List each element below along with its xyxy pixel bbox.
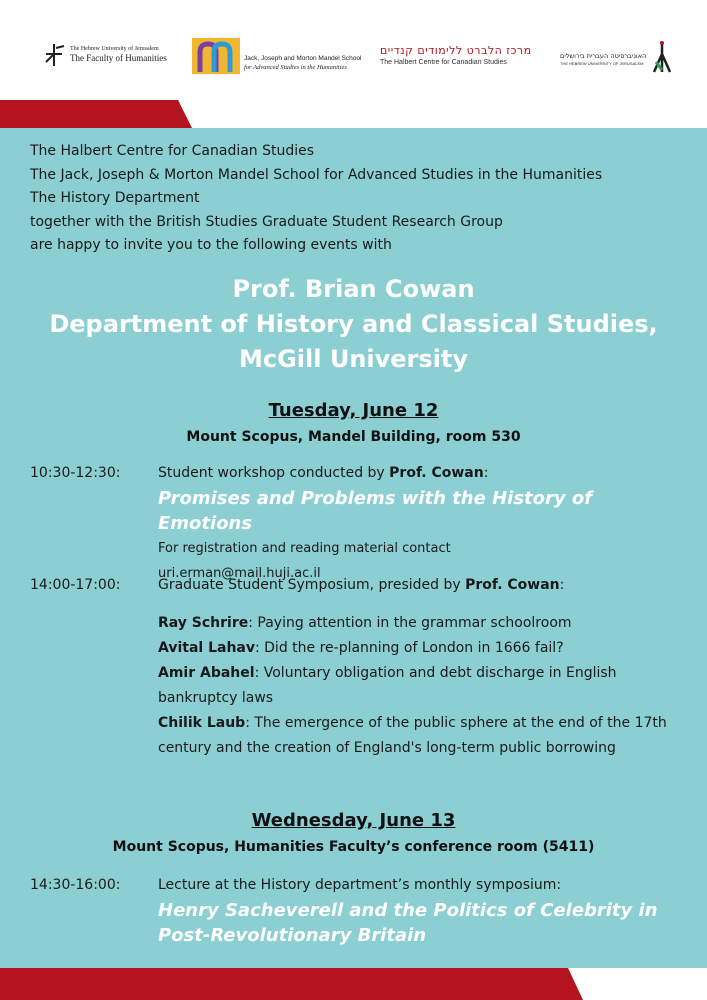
talk-speaker: Chilik Laub [158,715,246,731]
symposium-talk [158,636,688,661]
speaker-university: McGill University [238,345,469,373]
event-presenter: Prof. Cowan [389,465,484,481]
day1-title: Tuesday, June 12 [268,400,439,421]
day1-venue: Mount Scopus, Mandel Building, room 530 [186,429,521,445]
mandel-logo-line1: Jack, Joseph and Morton Mandel School [244,55,362,62]
top-red-band [0,100,707,128]
halbert-logo-hebrew: מרכז הלברט ללימודים קנדיים [380,44,532,57]
symposium-talk-list [158,611,688,761]
huji-menorah-icon [652,40,672,74]
day2-title: Wednesday, June 13 [251,810,456,831]
talk-title: : The emergence of the public sphere at the end of the 17th century and the creation of England's long-term public borrowing [158,715,667,756]
intro-line: The Jack, Joseph & Morton Mandel School for Advanced Studies in the Humanities [30,166,603,183]
symposium-talk [158,711,673,761]
symposium-talk [158,611,688,636]
faculty-logo-line1: The Hebrew University of Jerusalem [70,46,159,52]
talk-title: : Did the re-planning of London in 1666 fail? [254,640,564,656]
day1-event2-time: 14:00-17:00: [30,577,121,593]
logo-header [0,0,707,100]
huji-logo-english: THE HEBREW UNIVERSITY OF JERUSALEM [560,61,644,66]
day1-event1-contact: For registration and reading material contact [158,541,451,556]
event-colon: : [559,577,565,593]
day2-event1-title-line1: Henry Sacheverell and the Politics of Celebrity in [158,900,658,921]
intro-line: are happy to invite you to the following events with [30,237,392,253]
intro-line: together with the British Studies Graduate Student Research Group [30,213,503,230]
mandel-school-logo [192,38,362,78]
day2-event1-intro: Lecture at the History department’s monthly symposium: [158,877,562,893]
talk-speaker: Avital Lahav [158,640,255,656]
halbert-logo-english: The Halbert Centre for Canadian Studies [380,59,507,66]
day2-event1-time: 14:30-16:00: [30,877,121,893]
day2-event1-title-line2: Post-Revolutionary Britain [158,925,427,946]
mandel-emblem-icon [192,38,240,74]
bottom-red-band [0,968,707,1000]
event-presenter: Prof. Cowan [465,577,560,593]
huji-logo-hebrew: האוניברסיטה העברית בירושלים [560,52,647,60]
symposium-talk [158,661,628,711]
intro-block [30,140,602,258]
talk-title: : Voluntary obligation and debt discharge in English bankruptcy laws [158,665,617,706]
day1-event2-intro-line [158,573,688,598]
faculty-of-humanities-logo [42,42,167,70]
speaker-name: Prof. Brian Cowan [232,275,475,303]
talk-title: : Paying attention in the grammar schoolroom [248,615,572,631]
mandel-logo-line2: for Advanced Studies in the Humanities [244,64,347,71]
day1-event1-intro-line [158,461,688,486]
talk-speaker: Ray Schrire [158,615,249,631]
speaker-department: Department of History and Classical Studies, [49,310,658,338]
event-description: Graduate Student Symposium, presided by [158,577,466,593]
intro-line: The History Department [30,190,200,206]
talk-speaker: Amir Abahel [158,665,255,681]
contact-email: uri.erman@mail.huji.ac.il [158,566,321,581]
event-colon: : [483,465,489,481]
day1-event1-title: Promises and Problems with the History of Emotions [158,488,593,534]
day1-event2-details [158,573,688,598]
day1-event1-time: 10:30-12:30: [30,465,121,481]
intro-line: The Halbert Centre for Canadian Studies [30,143,315,159]
event-description: Student workshop conducted by [158,465,390,481]
day2-event1-details [158,873,688,948]
speaker-heading [0,272,707,377]
faculty-logo-line2: The Faculty of Humanities [70,53,167,63]
halbert-centre-logo [380,44,540,74]
faculty-emblem-icon [42,42,68,68]
day2-venue: Mount Scopus, Humanities Faculty’s conference room (5411) [112,839,595,855]
hebrew-university-logo [560,40,675,76]
day1-event1-details [158,461,688,586]
